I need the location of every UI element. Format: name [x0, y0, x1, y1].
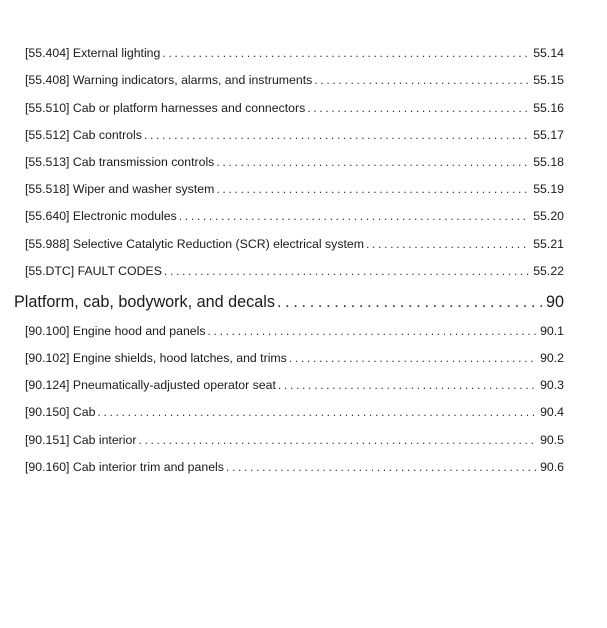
- toc-section-page: 90: [545, 293, 564, 311]
- toc-entry-55-dtc[interactable]: [25, 263, 564, 279]
- leader-dots: [278, 377, 536, 393]
- toc-entry-55-510[interactable]: [25, 100, 564, 116]
- toc-entry-label: [90.151] Cab interior: [25, 433, 137, 447]
- toc-entry-page: 55.16: [533, 101, 564, 115]
- toc-entry-90-100[interactable]: [25, 323, 564, 339]
- leader-dots: [314, 72, 529, 88]
- toc-entry-label: [90.102] Engine shields, hood latches, and trims: [25, 351, 287, 365]
- toc-entry-page: 55.17: [533, 128, 564, 142]
- toc-entry-55-408[interactable]: [25, 72, 564, 88]
- toc-entry-page: 55.21: [533, 237, 564, 251]
- toc-entry-page: 55.22: [533, 264, 564, 278]
- leader-dots: [216, 181, 529, 197]
- toc-entry-page: 90.3: [540, 378, 564, 392]
- toc-entry-55-513[interactable]: [25, 154, 564, 170]
- toc-section-label: Platform, cab, bodywork, and decals: [14, 293, 275, 311]
- toc-entry-label: [90.160] Cab interior trim and panels: [25, 460, 224, 474]
- toc-entry-page: 90.2: [540, 351, 564, 365]
- toc-entry-90-124[interactable]: [25, 377, 564, 393]
- toc-entry-page: 55.14: [533, 46, 564, 60]
- leader-dots: [277, 292, 542, 312]
- leader-dots: [144, 127, 529, 143]
- toc-entry-page: 55.15: [533, 73, 564, 87]
- toc-entry-90-150[interactable]: [25, 404, 564, 420]
- toc-entry-label: [55.640] Electronic modules: [25, 209, 177, 223]
- toc-entry-page: 90.6: [540, 460, 564, 474]
- toc-entry-label: [90.150] Cab: [25, 405, 96, 419]
- toc-entry-label: [55.408] Warning indicators, alarms, and instruments: [25, 73, 313, 87]
- toc-entry-page: 55.18: [533, 155, 564, 169]
- leader-dots: [179, 208, 529, 224]
- toc-entry-55-988[interactable]: [25, 236, 564, 252]
- toc-entry-label: [90.100] Engine hood and panels: [25, 324, 206, 338]
- leader-dots: [164, 263, 529, 279]
- toc-entry-55-512[interactable]: [25, 127, 564, 143]
- leader-dots: [226, 459, 536, 475]
- toc-entry-page: 55.20: [533, 209, 564, 223]
- toc-entry-label: [55.510] Cab or platform harnesses and connectors: [25, 101, 306, 115]
- toc-section-90[interactable]: [14, 292, 564, 312]
- toc-entry-page: 90.5: [540, 433, 564, 447]
- toc-entry-55-640[interactable]: [25, 208, 564, 224]
- leader-dots: [366, 236, 529, 252]
- toc-entry-page: 90.1: [540, 324, 564, 338]
- toc-entry-label: [55.988] Selective Catalytic Reduction (SCR) electrical system: [25, 237, 364, 251]
- toc-entry-55-404[interactable]: [25, 45, 564, 61]
- toc-entry-page: 55.19: [533, 182, 564, 196]
- leader-dots: [289, 350, 536, 366]
- toc-entry-label: [55.DTC] FAULT CODES: [25, 264, 162, 278]
- leader-dots: [138, 432, 536, 448]
- leader-dots: [216, 154, 529, 170]
- toc-entry-90-102[interactable]: [25, 350, 564, 366]
- toc-entry-label: [55.513] Cab transmission controls: [25, 155, 215, 169]
- toc-entry-90-151[interactable]: [25, 432, 564, 448]
- toc-entry-90-160[interactable]: [25, 459, 564, 475]
- leader-dots: [208, 323, 537, 339]
- toc-entry-55-518[interactable]: [25, 181, 564, 197]
- toc-entry-label: [55.512] Cab controls: [25, 128, 142, 142]
- toc-entry-page: 90.4: [540, 405, 564, 419]
- toc-entry-label: [55.518] Wiper and washer system: [25, 182, 215, 196]
- leader-dots: [97, 404, 536, 420]
- leader-dots: [162, 45, 529, 61]
- toc-entry-label: [90.124] Pneumatically-adjusted operator seat: [25, 378, 276, 392]
- toc-entry-label: [55.404] External lighting: [25, 46, 161, 60]
- leader-dots: [307, 100, 529, 116]
